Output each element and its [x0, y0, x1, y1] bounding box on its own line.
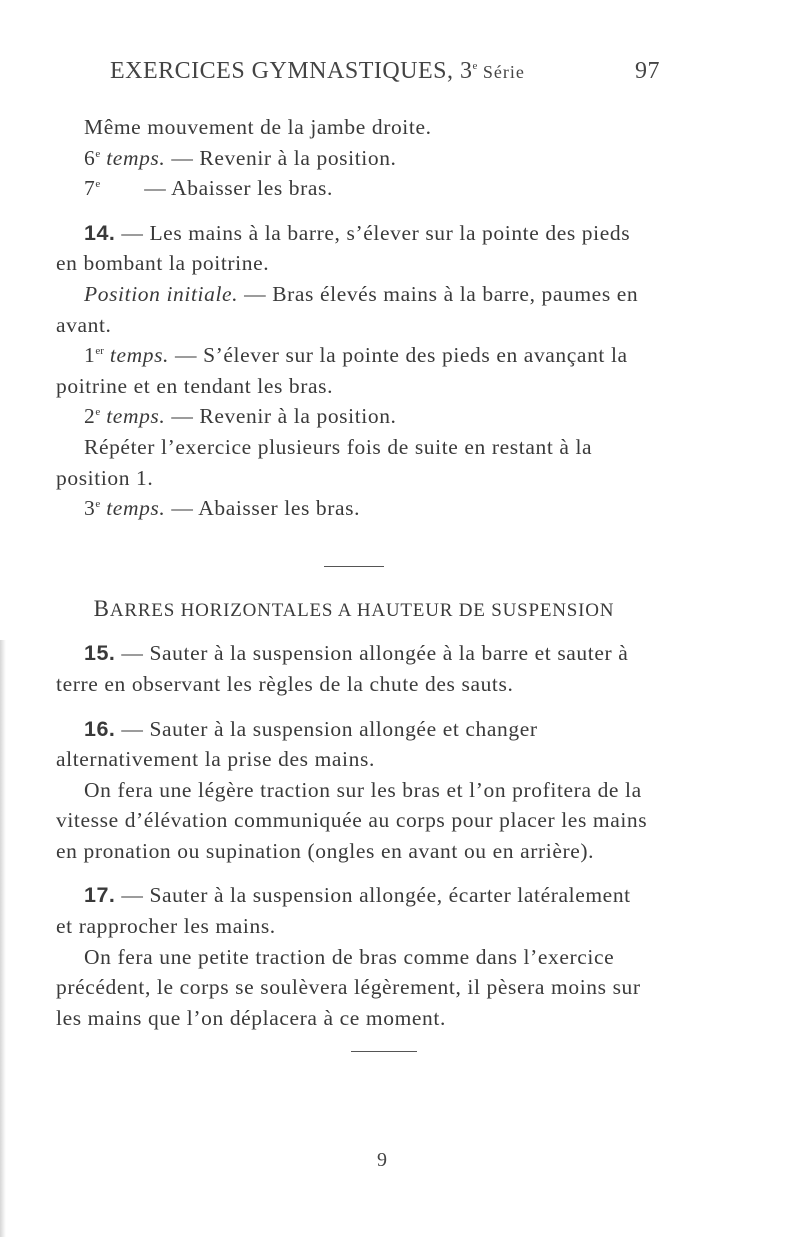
exercise-16: 16. — Sauter à la suspension allongée et changer alternativement la prise des mains.: [56, 716, 538, 772]
exercise-16-note: On fera une légère traction sur les bras et l’on profitera de la vitesse d’élévation communiquée au corps pour placer les mains en pronation ou supination (ongles en avant ou en arrière).: [56, 777, 648, 863]
end-divider: [351, 1051, 417, 1052]
exercise-15: 15. — Sauter à la suspension allongée à la barre et sauter à terre en observant les règles de la chute des sauts.: [56, 641, 629, 696]
section-divider: [324, 566, 384, 567]
exercise-14-time-2: 2e temps. — Revenir à la position.: [84, 404, 397, 429]
paragraph-time-7: 7e — Abaisser les bras.: [84, 176, 333, 201]
header-title: EXERCICES GYMNASTIQUES, 3e Série: [110, 58, 525, 84]
page-binding-shadow: [0, 640, 6, 1237]
page-number: 97: [635, 58, 660, 84]
exercise-14-intro: 14. — Les mains à la barre, s’élever sur la pointe des pieds en bombant la poitrine.: [56, 220, 631, 276]
body-text: [56, 112, 652, 1052]
exercise-17-note: On fera une petite traction de bras comme dans l’exercice précédent, le corps se soulèvera légèrement, il pèsera moins sur les mains que l’on déplacera à ce moment.: [56, 944, 641, 1030]
exercise-17: 17. — Sauter à la suspension allongée, écarter latéralement et rapprocher les mains.: [56, 883, 631, 939]
paragraph-time-6: 6e temps. — Revenir à la position.: [84, 145, 397, 170]
exercise-14-time-1: 1er temps. — S’élever sur la pointe des pieds en avançant la poitrine et en tendant les bras.: [56, 343, 628, 398]
paragraph-same-movement: Même mouvement de la jambe droite.: [84, 115, 432, 139]
exercise-14-time-3: 3e temps. — Abaisser les bras.: [84, 496, 361, 521]
signature-mark: 9: [377, 1149, 387, 1171]
exercise-14-initial-position: Position initiale. — Bras élevés mains à la barre, paumes en avant.: [56, 281, 639, 337]
section-heading: BARRES HORIZONTALES A HAUTEUR DE SUSPENSION: [93, 595, 615, 621]
exercise-14-repeat: Répéter l’exercice plusieurs fois de suite en restant à la position 1.: [56, 434, 593, 490]
